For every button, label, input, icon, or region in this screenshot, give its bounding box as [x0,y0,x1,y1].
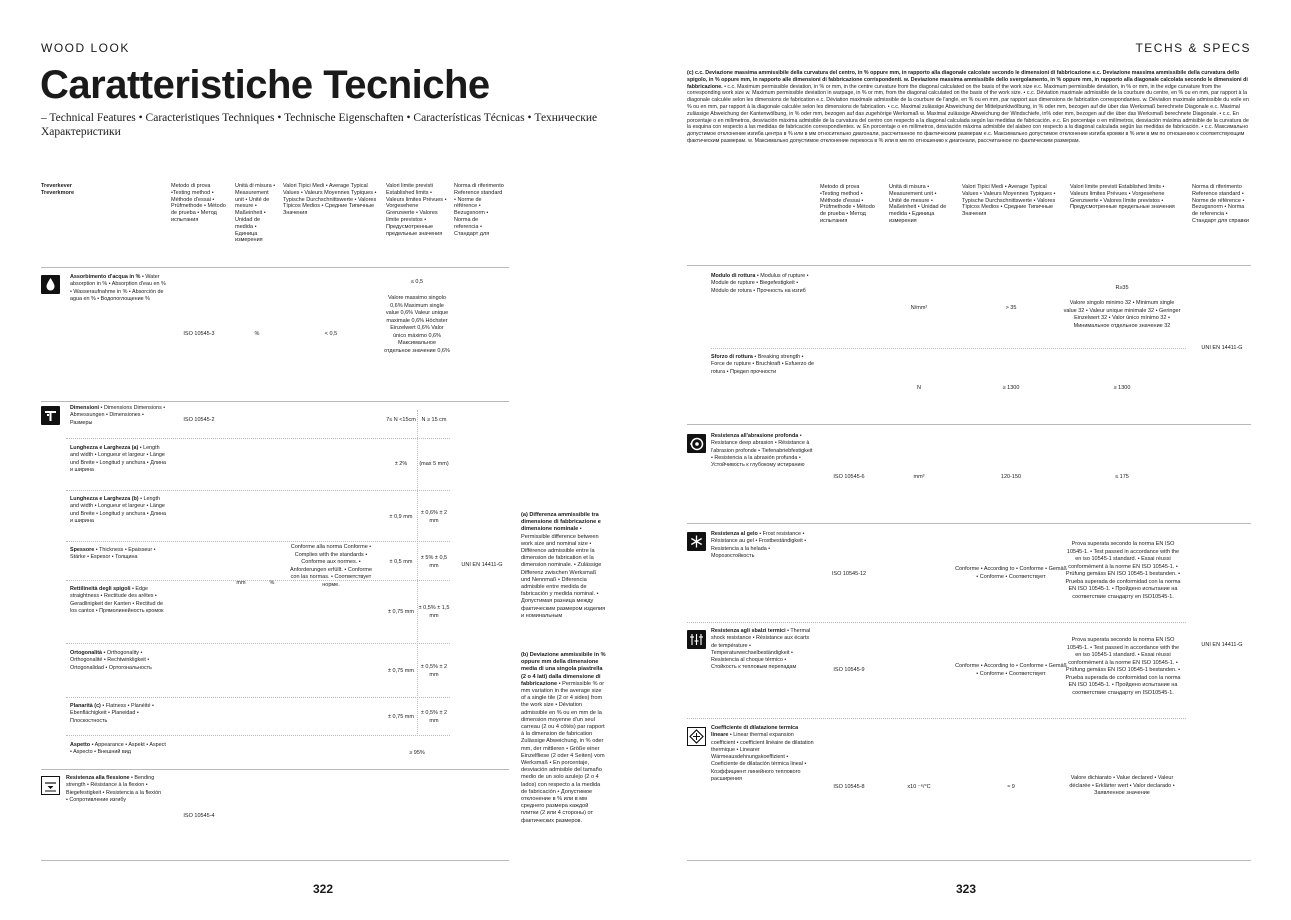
section-kicker: TECHS & SPECS [1135,41,1251,55]
row-divider [687,424,1251,425]
header-limits: Valori limite previsti Established limits • Valeurs limites Prévues • Vorgesehene Grenzwerte • Valores límite previstos • Предусмотренные предельные значения [1070,184,1175,211]
expansion-limit: Valore dichiarato • Value declared • Valeur déclarée • Erklärter wert • Valor declarado • Заявленное значение [1069,775,1175,796]
note-b [521,652,607,825]
row-divider [66,490,450,491]
row-divider [66,438,450,439]
bending-method: ISO 10545-4 [183,813,215,819]
row-divider [687,718,1186,719]
row-divider [687,622,1186,623]
water-drop-icon [41,275,60,294]
expansion-desc: • Linear thermal expansion coefficient • coefficient linéaire de dilatation thermique • Linearer Wärmeausdehnungskoeffizient • Coeficiente de dilatación térmica lineal • Коэффициент линейного теплового расширения [711,732,814,783]
length-a-max: (max 5 mm) [419,461,449,467]
row-divider [41,769,509,770]
length-a-value: ± 2% [394,461,408,467]
orthogonality-desc: • Orthogonality • Orthogonalité • Rechtwinkligkeit • Ortogonalidad • Ортогональность [70,650,152,671]
thickness-value-a: ± 0,5 mm [389,559,413,565]
water-absorption-desc: • Water absorption in % • Absorption d'eau en % • Wasseraufnahme in % • Absorción de agua en % • Водопоглощение % [70,274,166,302]
rupture-modulus-label [711,273,811,295]
dimensions-method: ISO 10545-2 [183,417,215,423]
straightness-value-b: ± 0,5% ± 1,5 mm [418,605,450,619]
rupture-modulus-title: Modulo di rottura [711,273,756,279]
row-divider [66,580,450,581]
note-c [687,70,1249,145]
orthogonality-label [70,650,166,672]
left-page [0,0,645,920]
bending-desc: • Bending strength • Résistance à la flexion • Biegefestigkeit • Resistencia a la flexión • Сопротивление изгибу [66,775,162,803]
thermal-shock-typical: Conforme • According to • Conforme • Gemäß • Conforme • Соответствует [955,663,1067,677]
expansion-icon [687,727,706,746]
note-b-body: • Permissible % or mm variation in the average size of a single tile (2 or 4 sides) from the work size • Déviation admissible en % ou en mm de la dimension moyenne d'un seul carreau (2 ou 4 côtés) par rapport à la dimension de fabrication Zulässige Abweichung, in % oder mm, der mittleren • Größe einer Einzelfliese (2 oder 4 Seiten) vom Werksmaß • En porcentaje, desviación admisible del tamaño medio de un solo azulejo (2 o 4 lados) con respecto a la medida de fabricación • Допустимое отклонение в % или в мм среднего размера каждой плитки (2 или 4 стороны) от фактических размеров. [521,680,605,824]
flatness-value-b: ± 0,5% ± 2 mm [420,710,448,724]
length-a-label [70,445,166,474]
bending-icon [41,776,60,795]
row-divider [66,541,450,542]
header-typical: Valori Tipici Medi • Average Typical Values • Valeurs Moyennes Typiques • Typische Durchschnittswerte • Valores Típicos Medios • Средние Типичные Значения [283,183,377,217]
water-absorption-unit: % [254,331,260,337]
abrasion-unit: mm³ [913,474,925,480]
abrasion-limit: ≤ 175 [1115,474,1129,480]
dimensions-desc: • Dimensions Dimensions • Abmessungen • Dimensiones • Размеры [70,405,166,426]
straightness-value-a: ± 0,75 mm [388,609,414,615]
expansion-title: Coefficiente di dilatazione termica lineare [711,725,799,739]
length-a-title: Lunghezza e Larghezza (a) [70,445,139,451]
dimensions-col-a: 7≤ N <15cm [386,417,416,423]
frost-method: ISO 10545-12 [831,571,867,577]
header-unit: Unità di misura • Measurement unit • Unité de mesure • Maßeinheit • Unidad de medida • Единица измерения [235,183,276,244]
straightness-desc: • Edge straightness • Rectitude des arêtes • Geradlinigkeit der Kanten • Rectitud de los cantos • Прямолинейность кромок [70,586,164,614]
page-number: 323 [955,882,977,896]
aspect-title: Aspetto [70,742,91,748]
water-absorption-typical: < 0,5 [324,331,338,337]
thermal-shock-method: ISO 10545-9 [833,667,865,673]
standard-thermal: UNI EN 14411-G [1201,642,1243,648]
flatness-value-a: ± 0,75 mm [388,714,414,720]
aspect-label [70,742,166,757]
abrasion-desc: • Resistance deep abrasion • Résistance à l'abrasion profonde • Tiefenabriebfestigkeit • Resistencia a la abrasión profunda • Устойчивость к глубокому истиранию [711,433,813,469]
header-unit: Unità di misura • Measurement unit • Unité de mesure • Maßeinheit • Unidad de medida • Единица измерения [889,184,947,224]
aspect-value: ≥ 95% [409,750,425,756]
abrasion-label [711,433,813,469]
bending-label [66,775,164,804]
note-c-title: (c) c.c. Deviazione massima ammissibile della curvatura del centro, in % oppure mm, in rapporto alla diagonale calcolate secondo le dimensioni di fabbricazione e.c. Deviazione massima ammissibile della curvatura dello spigolo, in % oppure mm, in rapporto alle dimensioni di fabbricazione corrispondenti. w. Deviazione massima ammissibile dello svergolamento, in % oppure mm, in rapporto alla diagonale calcolata secondo le dimensioni di fabbricazione. [687,70,1248,90]
dimensions-title: Dimensioni [70,405,100,411]
thermal-shock-title: Resistenza agli sbalzi termici [711,628,786,634]
length-b-value-b: ± 0,6% ± 2 mm [420,510,448,524]
expansion-label [711,725,815,783]
water-absorption-title: Assorbimento d'acqua in % [70,274,141,280]
thermal-shock-icon [687,630,706,649]
row-divider [41,401,509,402]
rupture-modulus-limit-detail: Valore singolo minimo 32 • Minimum single value 32 • Valeur unique minimale 32 • Geringer Einzelwert 32 • Valor único mínimo 32 • Минимальное отдельное значение 32 [1063,300,1181,329]
breaking-strength-typical: ≥ 1300 [1002,385,1020,391]
breaking-strength-limit: ≥ 1300 [1113,385,1131,391]
ruler-icon [41,406,60,425]
group-unit-mm: mm [236,580,246,586]
flatness-desc: • Flatness • Planéité • Ebenflächigkeit • Planeidad • Плоскостность [70,703,154,724]
note-b-title: (b) Deviazione ammissibile in % oppure mm della dimensione media di una singola piastrella (2 o 4 lati) dalla dimensione di fabbricazione [521,652,606,687]
section-kicker: WOOD LOOK [41,41,130,55]
orthogonality-title: Ortogonalità [70,650,103,656]
page-subtitle: – Technical Features • Caracteristiques Techniques • Technische Eigenschaften • Características Técnicas • Технические Характеристики [41,112,598,138]
expansion-unit: x10 ⁻⁶/°C [907,784,931,790]
header-divider [687,265,1251,266]
length-b-label [70,496,166,525]
straightness-title: Rettilineità degli spigoli [70,586,131,592]
breaking-strength-label [711,354,815,376]
flatness-title: Planarità (c) [70,703,101,709]
snowflake-icon [687,532,706,551]
rupture-modulus-desc: • Modulus of rupture • Module de rupture • Biegefestigkeit • Módulo de rotura • Прочность на изгиб [711,273,809,294]
thickness-value-b: ± 5% ± 0,5 mm [420,555,448,569]
length-b-title: Lunghezza e Larghezza (b) [70,496,139,502]
length-b-desc: • Length and width • Longueur et largeur • Länge und Breite • Longitud y anchura • Длина и ширина [70,496,166,524]
thermal-shock-label [711,628,813,672]
group-unit-percent: % [269,580,275,586]
series-names [41,183,151,197]
water-absorption-label [70,274,166,303]
rupture-modulus-limit: R≥35 [1115,285,1129,291]
table-bottom-rule [41,860,509,861]
header-standard: Norma di riferimento Reference standard • Norme de référence • Bezugsnorm • Norma de referencia • Стандарт для справки [1192,184,1249,224]
series-name-1: Treverkever [41,183,72,189]
water-absorption-limit: ≤ 0,5 [410,279,424,285]
row-divider [66,643,450,644]
limits-column-divider [417,410,418,734]
standard-rupture: UNI EN 14411-G [1201,345,1243,351]
page-title: Caratteristiche Tecniche [40,63,490,107]
frost-label [711,531,813,560]
water-absorption-method: ISO 10545-3 [183,331,215,337]
group-typical-conforme: Conforme alla norma Conforme • Complies with the standards • Conforme aux normes. • Anforderungen erfüllt. • Conforme con las normas. • Соответствует норме. [289,544,373,588]
row-divider [66,697,450,698]
abrasion-method: ISO 10545-6 [833,474,865,480]
rupture-modulus-unit: N/mm² [910,305,928,311]
abrasion-title: Resistenza all'abrasione profonda [711,433,799,439]
note-c-body: • c.c. Maximum permissible deviation, in % or mm, in the centre curvature from the diagonal calculated on the basis of the work size e.c. Maximum permissible deviation, in % or mm, in the edge curvature from the corresponding work size w. Maximum permissible deviation in warpage, in % or mm, from the diagonal calculated on the basis of the work size. • c.c. Déviation maximale admissible de la courbure du centre, en % ou en mm, par rapport à la diagonale calculée selon les dimensions de fabrication e.c. Déviation maximale admissible de la courbure de l'angle, en % ou en mm, par rapport aux dimensions de fabrication correspondantes. w. Déviation maximale admissible du voile en % ou en mm, par rapport à la diagonale calculée selon les dimensions de fabrication. • c.c. Maximal zulässige Abweichung der Mittelpunktwölbung, in % oder mm, bezogen auf die über das Werksmaß berechnete Diagonale e.c. Maximal zulässige Abweichung der Kantenwölbung, in % oder mm, bezogen auf das zugehörige Werksmaß w. Maximal zulässige Abweichung der Windschiefe, in% oder mm, bezogen auf die über das Werksmaß berechnete Diagonale. • c.c. En porcentaje o en milímetros, desviación máxima admisible de la curvatura del centro con respecto a la diagonal calculada según las medidas de fabricación. e.c. En porcentaje o en milímetros, desviación máxima admisible de la curvatura de la esquina con respecto a las medidas de fabricación correspondientes. w. En porcentaje o en milímetros, desviación máxima admisible del alabeo con respecto a la diagonal calculada según las medidas de fabricación. • c.c. Максимально допустимое отклонение изгиба центра в % или в мм относительно диагонали, рассчитанное по фактическим размерам e.c. Максимально допустимое отклонение изгиба кромки в % или в мм по отношению к соответствующим фактическим размерам. w. Максимально допустимое отклонение перекоса в % или в мм по отношению к диагонали, рассчитанное по фактическим размерам. [687,83,1249,144]
thickness-label [70,547,166,562]
thermal-shock-limit: Prova superata secondo la norma EN ISO 10545-1. • Test passed in accordance with the en iso 10545-1 standard. • Essai réussi conformément à la norme EN ISO 10545-1. • Prüfung gemäss EN ISO 10545-1 bestanden. • Prueba superada de conformidad con la norma EN ISO 10545-1. • Пройдено испытание на соответствие стандарту en ISO10545-1. [1065,637,1181,696]
thermal-shock-desc: • Thermal shock resistance • Résistance aux écarts de température • Temperaturwechselbeständigkeit • Resistencia al choque térmico • Стойкость к тепловым перепадам [711,628,811,671]
expansion-method: ISO 10545-8 [833,784,865,790]
water-absorption-limit-detail: Valore massimo singolo 0,6% Maximum single value 0,6% Valeur unique maximale 0,6% Höchster Einzelwert 0,6% Valor único máximo 0,6% Максимальное отдельное значение 0,6% [384,295,450,354]
right-page [645,0,1291,920]
note-a-title: (a) Differenza ammissibile tra dimensione di fabbricazione e dimensione nominale [521,512,601,533]
frost-typical: Conforme • According to • Conforme • Gemäß • Conforme • Соответствует [955,566,1067,580]
series-name-2: Treverkmore [41,189,75,196]
abrasion-disc-icon [687,434,706,453]
header-method: Metodo di prova •Testing method • Méthode d'essai • Prüfmethode • Método de prueba • Метод испытания [820,184,875,224]
rupture-modulus-typical: > 35 [1005,305,1017,311]
thickness-title: Spessore [70,547,95,553]
header-limits: Valori limite previsti Established limits • Valeurs limites Prévues • Vorgesehene Grenzwerte • Valores límite previstos • Предусмотренные предельные значения [386,183,447,237]
group-standard: UNI EN 14411-G [461,562,503,568]
length-b-value-a: ± 0,9 mm [389,514,413,520]
row-divider [711,348,1186,349]
page-number: 322 [312,882,334,896]
row-divider [687,523,1251,524]
orthogonality-value-a: ± 0,75 mm [388,668,414,674]
aspect-desc: • Appearance • Aspekt • Aspect • Aspecto • Внешний вид [70,742,166,756]
bending-title: Resistenza alla flessione [66,775,130,781]
breaking-strength-desc: • Breaking strength • Force de rupture • Bruchkraft • Esfuerzo de rotura • Предел прочности [711,354,814,375]
row-divider [66,735,450,736]
frost-limit: Prova superata secondo la norma EN ISO 10545-1. • Test passed in accordance with the en iso 10545-1 standard. • Essai réussi conformément à la norme EN ISO 10545-1. • Prüfung gemäss EN ISO 10545-1 bestanden. • Prueba superada de conformidad con la norma EN ISO 10545-1. • Пройдено испытание на соответствие стандарту en ISO10545-1. [1065,541,1181,600]
dimensions-label [70,405,166,427]
dimensions-col-b: N ≥ 15 cm [421,417,447,423]
orthogonality-value-b: ± 0,5% ± 2 mm [420,664,448,678]
straightness-label [70,586,166,615]
frost-title: Resistenza al gelo [711,531,758,537]
note-a [521,512,607,620]
header-standard: Norma di riferimento Reference standard • Norme de référence • Bezugsnorm • Norma de referencia • Стандарт для [454,183,504,237]
length-a-desc: • Length and width • Longueur et largeur • Länge und Breite • Longitud y anchura • Длина и ширина [70,445,166,473]
note-a-body: • Permissible difference between work size and nominal size • Différence admissible entre la dimension de fabrication et la dimension nominale. • Zulässige Differenz zwischen Werksmaß und Nennmaß • Diferencia admisible entre medida de fabricación y medida nominal. • Допустимая разница между фактическим размером изделия и номинальным [521,526,606,619]
thickness-desc: • Thickness • Epaisseur • Stärke • Espesor • Толщина [70,547,156,561]
header-method: Metodo di prova •Testing method • Méthode d'essai • Prüfmethode • Método de prueba • Метод испытания [171,183,226,223]
table-bottom-rule [687,860,1251,861]
breaking-strength-title: Sforzo di rottura [711,354,753,360]
abrasion-typical: 120-150 [1000,474,1022,480]
breaking-strength-unit: N [917,385,921,391]
header-typical: Valori Tipici Medi • Average Typical Values • Valeurs Moyennes Typiques • Typische Durchschnittswerte • Valores Típicos Medios • Средние Типичные Значения [962,184,1056,218]
frost-desc: • Frost resistance • Résistance au gel • Frostbeständigkeit • Resistencia a la helada • Морозостойкость [711,531,807,559]
expansion-typical: ≈ 9 [1007,784,1015,790]
header-divider [41,267,509,268]
flatness-label [70,703,166,725]
